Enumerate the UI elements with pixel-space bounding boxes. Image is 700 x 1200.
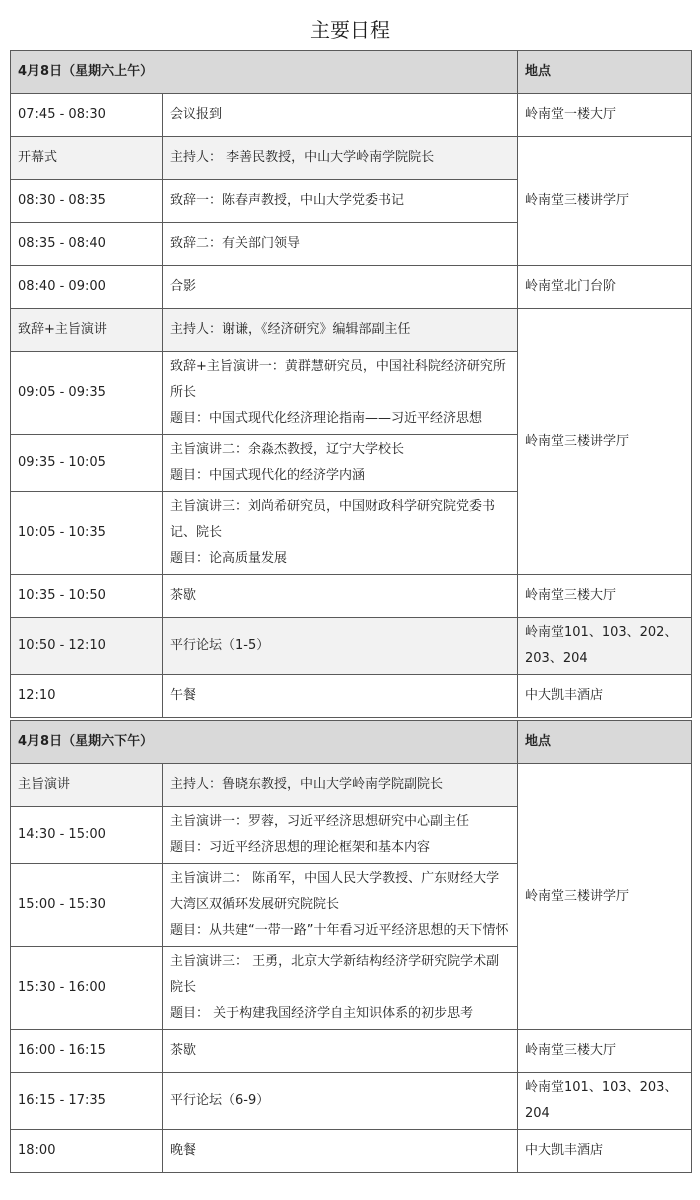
location-cell: 岭南堂三楼讲学厅	[518, 764, 692, 1030]
location-cell: 中大凯丰酒店	[518, 675, 692, 718]
topic-line: 题目：中国式现代化的经济学内涵	[170, 468, 366, 483]
location-cell: 岭南堂北门台阶	[518, 266, 692, 309]
table-header-row	[11, 721, 692, 764]
host-cell: 主持人： 李善民教授，中山大学岭南学院院长	[163, 137, 518, 180]
table-header-row	[11, 51, 692, 94]
location-cell: 岭南堂三楼大厅	[518, 575, 692, 618]
session-date-header: 4月8日（星期六上午）	[11, 51, 518, 94]
time-cell: 07:45 - 08:30	[11, 94, 163, 137]
event-cell	[163, 352, 518, 435]
event-cell: 平行论坛（6-9）	[163, 1073, 518, 1130]
topic-line: 题目：中国式现代化经济理论指南——习近平经济思想	[170, 411, 483, 426]
session-name-cell: 致辞+主旨演讲	[11, 309, 163, 352]
table-row	[11, 1073, 692, 1130]
location-cell: 岭南堂三楼讲学厅	[518, 309, 692, 575]
location-cell: 岭南堂101、103、203、204	[518, 1073, 692, 1130]
speaker-line: 主旨演讲三： 王勇，北京大学新结构经济学研究院学术副院长	[170, 954, 500, 995]
session-date-header: 4月8日（星期六下午）	[11, 721, 518, 764]
topic-line: 题目：从共建“一带一路”十年看习近平经济思想的天下情怀	[170, 923, 509, 938]
topic-line: 题目：习近平经济思想的理论框架和基本内容	[170, 840, 431, 855]
morning-schedule-table	[10, 50, 692, 718]
page-title: 主要日程	[310, 18, 390, 42]
time-cell: 09:35 - 10:05	[11, 435, 163, 492]
time-cell: 09:05 - 09:35	[11, 352, 163, 435]
time-cell: 18:00	[11, 1130, 163, 1173]
time-cell: 10:50 - 12:10	[11, 618, 163, 675]
location-cell: 岭南堂101、103、202、203、204	[518, 618, 692, 675]
event-cell	[163, 864, 518, 947]
speaker-line: 主旨演讲二：余淼杰教授，辽宁大学校长	[170, 442, 405, 457]
location-cell: 岭南堂三楼讲学厅	[518, 137, 692, 266]
event-cell: 会议报到	[163, 94, 518, 137]
session-name-cell: 开幕式	[11, 137, 163, 180]
time-cell: 16:15 - 17:35	[11, 1073, 163, 1130]
time-cell: 15:30 - 16:00	[11, 947, 163, 1030]
table-row	[11, 575, 692, 618]
time-cell: 15:00 - 15:30	[11, 864, 163, 947]
event-cell: 茶歇	[163, 575, 518, 618]
topic-line: 题目： 关于构建我国经济学自主知识体系的初步思考	[170, 1006, 474, 1021]
location-cell: 岭南堂一楼大厅	[518, 94, 692, 137]
time-cell: 10:05 - 10:35	[11, 492, 163, 575]
host-cell: 主持人：鲁晓东教授，中山大学岭南学院副院长	[163, 764, 518, 807]
event-cell: 平行论坛（1-5）	[163, 618, 518, 675]
location-cell: 中大凯丰酒店	[518, 1130, 692, 1173]
topic-line: 题目：论高质量发展	[170, 551, 288, 566]
event-cell: 晚餐	[163, 1130, 518, 1173]
time-cell: 12:10	[11, 675, 163, 718]
session-name-cell: 主旨演讲	[11, 764, 163, 807]
time-cell: 16:00 - 16:15	[11, 1030, 163, 1073]
location-header: 地点	[518, 721, 692, 764]
event-cell	[163, 807, 518, 864]
table-row	[11, 618, 692, 675]
location-cell: 岭南堂三楼大厅	[518, 1030, 692, 1073]
speaker-line: 主旨演讲二： 陈甬军，中国人民大学教授、广东财经大学大湾区双循环发展研究院院长	[170, 871, 500, 912]
event-cell	[163, 947, 518, 1030]
table-row	[11, 764, 692, 807]
event-cell: 午餐	[163, 675, 518, 718]
table-row	[11, 94, 692, 137]
time-cell: 08:35 - 08:40	[11, 223, 163, 266]
event-cell	[163, 492, 518, 575]
host-cell: 主持人：谢谦，《经济研究》编辑部副主任	[163, 309, 518, 352]
table-row	[11, 1030, 692, 1073]
event-cell: 合影	[163, 266, 518, 309]
table-row	[11, 137, 692, 180]
location-header: 地点	[518, 51, 692, 94]
speaker-line: 主旨演讲一：罗蓉，习近平经济思想研究中心副主任	[170, 814, 470, 829]
time-cell: 08:40 - 09:00	[11, 266, 163, 309]
event-cell: 茶歇	[163, 1030, 518, 1073]
time-cell: 08:30 - 08:35	[11, 180, 163, 223]
table-row	[11, 1130, 692, 1173]
table-row	[11, 266, 692, 309]
table-row	[11, 675, 692, 718]
table-row	[11, 309, 692, 352]
event-cell: 致辞一：陈春声教授，中山大学党委书记	[163, 180, 518, 223]
speaker-line: 主旨演讲三：刘尚希研究员，中国财政科学研究院党委书记、院长	[170, 499, 496, 540]
time-cell: 10:35 - 10:50	[11, 575, 163, 618]
afternoon-schedule-table	[10, 720, 692, 1173]
time-cell: 14:30 - 15:00	[11, 807, 163, 864]
event-cell	[163, 435, 518, 492]
speaker-line: 致辞+主旨演讲一：黄群慧研究员，中国社科院经济研究所所长	[170, 359, 506, 400]
event-cell: 致辞二：有关部门领导	[163, 223, 518, 266]
